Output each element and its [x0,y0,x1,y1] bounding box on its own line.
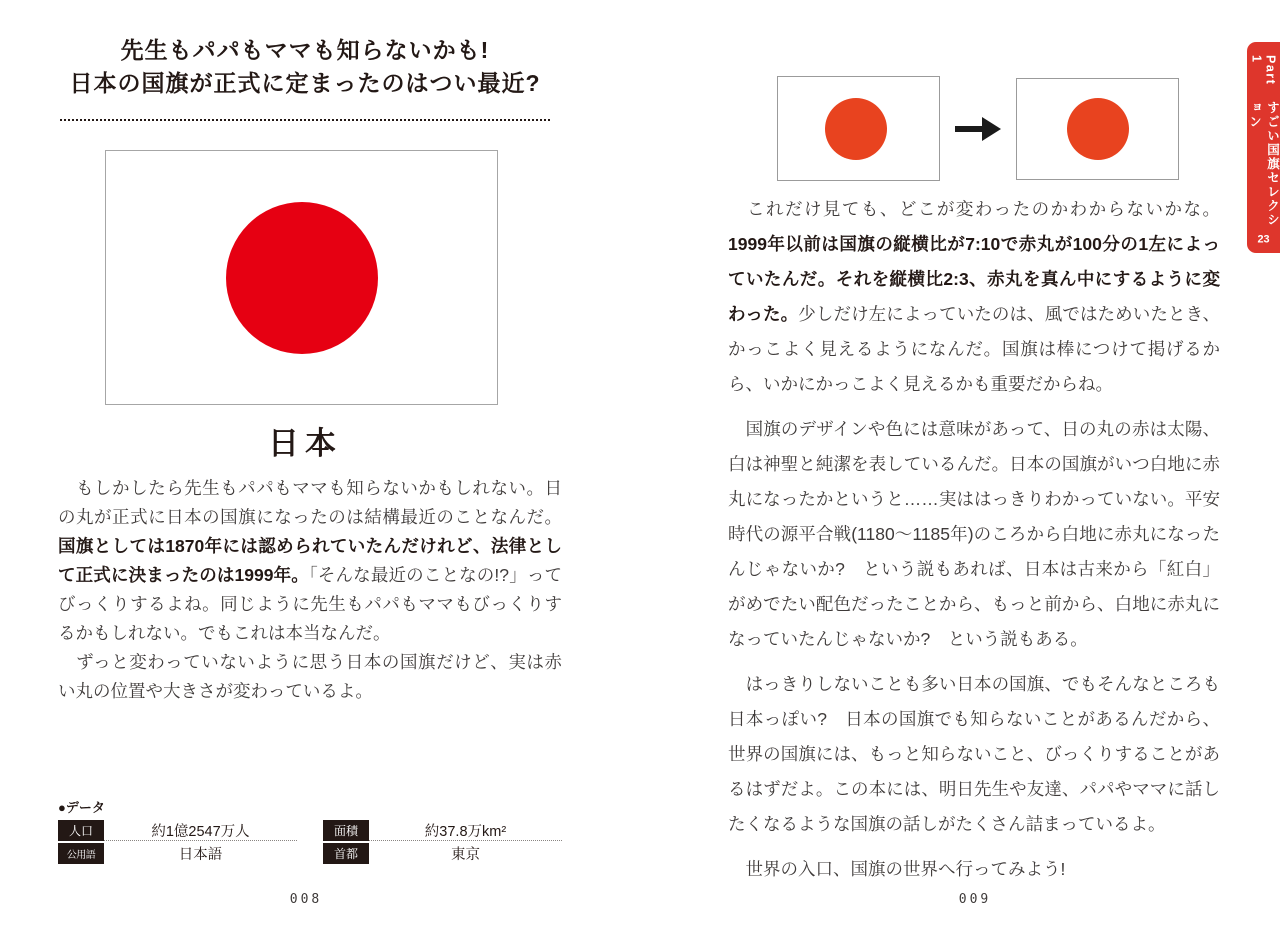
right-body-text [728,192,1220,887]
text-run: もしかしたら先生もパパもママも知らないかもしれない。日の丸が正式に日本の国旗になったのは結構最近のことなんだ。 [58,478,562,527]
data-section-header: ●データ [58,800,105,815]
arrow-right-icon [940,116,1016,142]
paragraph [728,192,1220,402]
country-name: 日本 [268,426,342,461]
data-row-area [323,820,562,841]
page-number-left: 008 [289,892,323,907]
japan-flag-image [105,150,498,405]
title-separator [60,119,550,121]
data-row-language [58,843,297,864]
data-value: 東京 [451,847,480,863]
new-flag-image [1016,78,1179,180]
rising-sun-circle [226,202,378,354]
data-value: 約37.8万km² [369,820,562,841]
data-section [58,797,562,864]
data-row-capital [323,843,562,864]
data-column-right [323,820,562,864]
data-row-population [58,820,297,841]
title-line-2: 日本の国旗が正式に定まったのはつい最近? [69,70,541,96]
bold-text-run: 1999年以前は国旗の縦横比が7:10で赤丸が100分の1左によっていたんだ。それを縦横比2:3、赤丸を真ん中にするように変わった。 [728,234,1220,324]
paragraph [58,474,562,648]
bold-text-run: 国旗としては1870年には認められていたんだけれど、法律として正式に決まったのは1999年。 [58,536,562,585]
paragraph: はっきりしないことも多い日本の国旗、でもそんなところも日本っぽい? 日本の国旗でも知らないことがあるんだから、世界の国旗には、もっと知らないこと、びっくりすることがあるはずだよ。この本には、明日先生や友達、パパやママに話したくなるような国旗の話しがたくさん詰まっているよ。 [728,674,1220,834]
data-label: 人口 [58,820,104,841]
new-flag-circle [1067,98,1129,160]
chapter-tab-number: 23 [1257,234,1270,245]
data-value: 日本語 [178,847,223,863]
data-column-left [58,820,297,864]
page-title [58,34,552,100]
paragraph: ずっと変わっていないように思う日本の国旗だけど、実は赤い丸の位置や大きさが変わっているよ。 [58,652,562,701]
chapter-tab-title: すごい国旗セレクション [1247,101,1280,228]
data-label: 首都 [323,843,369,864]
paragraph: 世界の入口、国旗の世界へ行ってみよう! [728,859,1066,879]
chapter-tab-part: Part 1 [1249,55,1278,86]
page-number-right: 009 [958,892,992,907]
title-line-1: 先生もパパもママも知らないかも! [120,37,490,63]
text-run: これだけ見ても、どこが変わったのかわからないかな。 [728,199,1220,219]
data-value: 約1億2547万人 [104,820,297,841]
left-body-text [58,474,562,706]
old-flag-image [777,76,940,181]
paragraph: 国旗のデザインや色には意味があって、日の丸の赤は太陽、白は神聖と純潔を表しているんだ。日本の国旗がいつ白地に赤丸になったかというと……実ははっきりわかっていない。平安時代の源平合戦(1180〜1185年)のころから白地に赤丸になったんじゃないか? という説もあれば、日本は古来から「紅白」がめでたい配色だったことから、もっと前から、白地に赤丸になっていたんじゃないか? という説もある。 [728,419,1220,649]
data-label: 面積 [323,820,369,841]
text-run: 「そんな最近のことなの!?」ってびっくりするよね。同じように先生もパパもママもびっくりするかもしれない。でもこれは本当なんだ。 [58,565,562,643]
data-label: 公用語 [58,843,104,864]
old-flag-circle [825,98,887,160]
text-run: 少しだけ左によっていたのは、風ではためいたとき、かっこよく見えるようになんだ。国旗は棒につけて掲げるから、いかにかっこよく見えるかも重要だからね。 [728,304,1220,394]
data-table [58,820,562,864]
chapter-tab [1247,42,1280,253]
flag-comparison-figure [777,76,1179,181]
